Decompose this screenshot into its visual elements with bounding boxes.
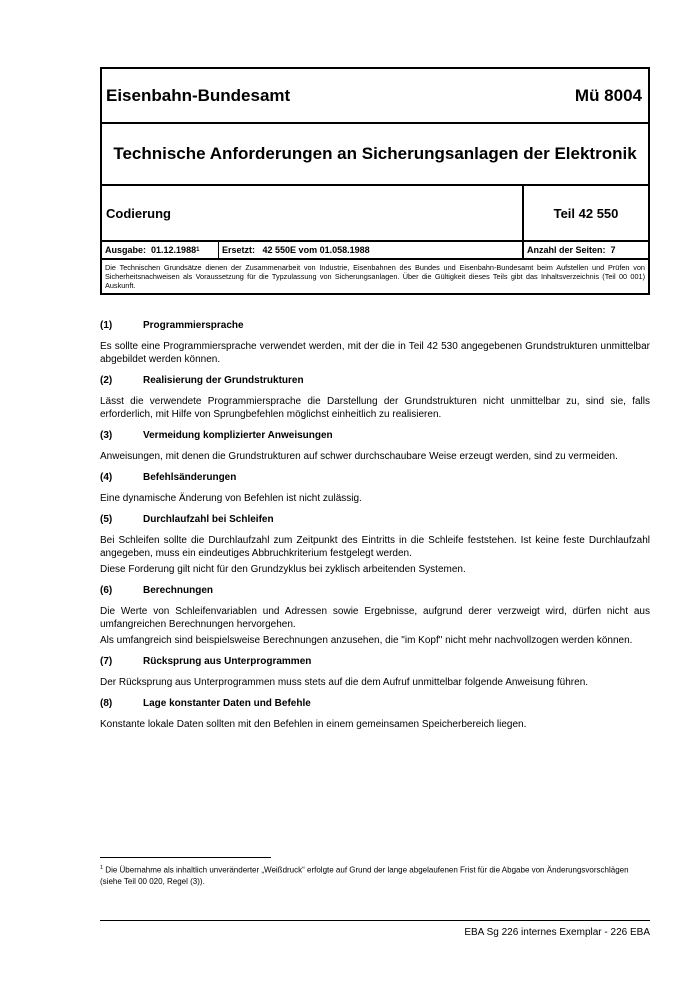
section-number: (2) bbox=[100, 375, 113, 386]
section-title: Durchlaufzahl bei Schleifen bbox=[143, 514, 274, 525]
header-main-row bbox=[102, 124, 648, 186]
paragraph: Konstante lokale Daten sollten mit den Befehlen in einem gemeinsamen Speicherbereich liegen. bbox=[100, 719, 527, 730]
section-number: (8) bbox=[100, 698, 113, 709]
pages-label: Anzahl der Seiten: bbox=[527, 245, 606, 255]
section-title: Rücksprung aus Unterprogrammen bbox=[143, 656, 312, 667]
section-4 bbox=[100, 472, 650, 505]
section-7 bbox=[100, 656, 650, 689]
section-heading bbox=[100, 585, 650, 596]
section-title: Vermeidung komplizierter Anweisungen bbox=[143, 430, 333, 441]
section-heading bbox=[100, 430, 650, 441]
section-heading bbox=[100, 375, 650, 386]
section-heading bbox=[100, 320, 650, 331]
header-info-row bbox=[102, 242, 648, 260]
issue-cell bbox=[102, 242, 219, 258]
section-8 bbox=[100, 698, 650, 731]
document-header bbox=[100, 67, 650, 295]
paragraph: Lässt die verwendete Programmiersprache die Darstellung der Grundstrukturen nicht unmittelbar zu, sind sie, falls erforderlich, mit Hilfe von Sprungbefehlen möglichst einheitlich zu realisieren. bbox=[100, 396, 650, 420]
issue-label: Ausgabe: bbox=[105, 245, 147, 255]
section-5 bbox=[100, 514, 650, 576]
section-title: Realisierung der Grundstrukturen bbox=[143, 375, 304, 386]
document-code: Mü 8004 bbox=[574, 85, 642, 105]
document-body bbox=[100, 320, 650, 740]
paragraph: Eine dynamische Änderung von Befehlen ist nicht zulässig. bbox=[100, 493, 362, 504]
header-title-row bbox=[102, 69, 648, 124]
footnote-separator bbox=[100, 857, 271, 858]
footnote-mark: 1 bbox=[100, 865, 104, 871]
section-number: (1) bbox=[100, 320, 113, 331]
paragraph: Es sollte eine Programmiersprache verwendet werden, mit der die in Teil 42 530 angegebenen Grundstrukturen unmittelbar abgebildet werden können. bbox=[100, 341, 650, 365]
document-subject: Codierung bbox=[102, 186, 524, 240]
issue-date: 01.12.1988 bbox=[151, 245, 197, 255]
document-part: Teil 42 550 bbox=[553, 205, 619, 221]
section-number: (6) bbox=[100, 585, 113, 596]
section-title: Berechnungen bbox=[143, 585, 214, 596]
paragraph: Als umfangreich sind beispielsweise Berechnungen anzusehen, die "im Kopf" nicht mehr nachvollzogen werden können. bbox=[100, 635, 633, 646]
replaces-cell bbox=[219, 242, 524, 258]
paragraph: Der Rücksprung aus Unterprogrammen muss stets auf die dem Aufruf unmittelbar folgende Anweisung führen. bbox=[100, 677, 589, 688]
authority-name: Eisenbahn-Bundesamt bbox=[106, 85, 291, 105]
footer-text: EBA Sg 226 internes Exemplar - 226 EBA bbox=[464, 927, 650, 938]
footnote-text: Die Übernahme als inhaltlich unveränderter „Weißdruck“ erfolgte auf Grund der lange abgelaufenen Frist für die Abgabe von Änderungsvorschlägen (siehe Teil 00 020, Regel (3)). bbox=[100, 865, 629, 886]
section-3 bbox=[100, 430, 650, 463]
section-number: (5) bbox=[100, 514, 113, 525]
section-6 bbox=[100, 585, 650, 647]
section-number: (3) bbox=[100, 430, 113, 441]
section-title: Programmiersprache bbox=[143, 320, 244, 331]
section-2 bbox=[100, 375, 650, 421]
section-heading bbox=[100, 656, 650, 667]
pages-value: 7 bbox=[610, 245, 616, 255]
document-title: Technische Anforderungen an Sicherungsanlagen der Elektronik bbox=[113, 144, 637, 163]
pages-cell bbox=[524, 242, 648, 258]
section-heading bbox=[100, 472, 650, 483]
section-number: (7) bbox=[100, 656, 113, 667]
footer-separator bbox=[100, 920, 650, 921]
header-note: Die Technischen Grundsätze dienen der Zusammenarbeit von Industrie, Eisenbahnen des Bundes und Eisenbahn-Bundesamt beim Aufstellen und Prüfen von Sicherheitsnachweisen als Voraussetzung für die Typzulassung von Sicherungsanlagen. Über die Gültigkeit dieses Teils gibt das Inhaltsverzeichnis (Teil 00 001) Auskunft. bbox=[105, 263, 645, 290]
paragraph: Bei Schleifen sollte die Durchlaufzahl zum Zeitpunkt des Eintritts in die Schleife feststehen. Ist keine feste Durchlaufzahl angegeben, muss ein eindeutiges Abbruchkriterium festgelegt werden. bbox=[100, 535, 650, 559]
section-heading bbox=[100, 514, 650, 525]
issue-footnote-mark: 1 bbox=[196, 247, 200, 253]
section-title: Befehlsänderungen bbox=[143, 472, 237, 483]
section-heading bbox=[100, 698, 650, 709]
replaces-label: Ersetzt: bbox=[222, 245, 256, 255]
replaces-value: 42 550E vom 01.058.1988 bbox=[262, 245, 370, 255]
paragraph: Diese Forderung gilt nicht für den Grundzyklus bei zyklisch arbeitenden Systemen. bbox=[100, 564, 466, 575]
section-number: (4) bbox=[100, 472, 113, 483]
section-title: Lage konstanter Daten und Befehle bbox=[143, 698, 311, 709]
paragraph: Anweisungen, mit denen die Grundstrukturen auf schwer durchschaubare Weise erzeugt werden, sind zu vermeiden. bbox=[100, 451, 618, 462]
header-subject-row bbox=[102, 186, 648, 242]
paragraph: Die Werte von Schleifenvariablen und Adressen sowie Ergebnisse, aufgrund derer verzweigt wird, dürfen nicht aus umfangreichen Berechnungen hervorgehen. bbox=[100, 606, 650, 630]
section-1 bbox=[100, 320, 650, 366]
footnote bbox=[100, 863, 650, 887]
